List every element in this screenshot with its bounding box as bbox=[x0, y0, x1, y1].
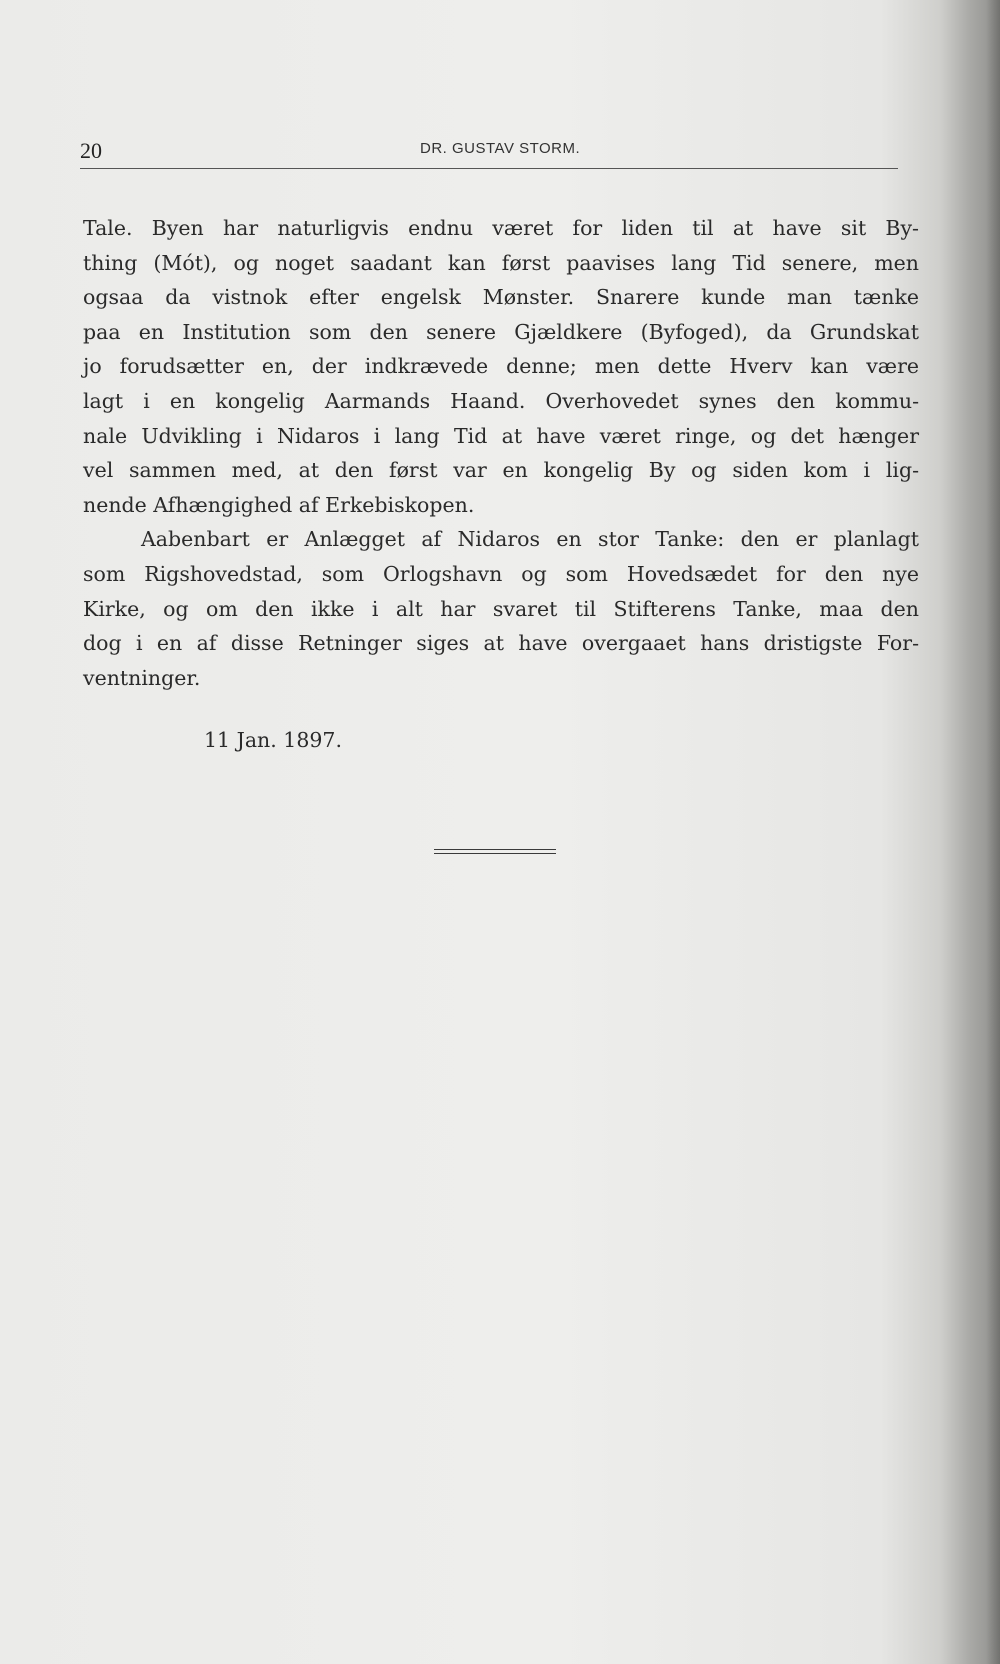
closing-rule bbox=[434, 849, 556, 850]
text-line: nale Udvikling i Nidaros i lang Tid at have været ringe, og det hænger bbox=[83, 423, 919, 448]
text-line: paa en Institution som den senere Gjældkere (Byfoged), da Grundskat bbox=[83, 319, 919, 344]
text-line: thing (Mót), og noget saadant kan først paavises lang Tid senere, men bbox=[83, 250, 919, 275]
text-line: Aabenbart er Anlægget af Nidaros en stor Tanke: den er planlagt bbox=[141, 527, 919, 552]
running-title: DR. GUSTAV STORM. bbox=[420, 140, 581, 157]
page-number: 20 bbox=[80, 138, 102, 163]
text-line: Kirke, og om den ikke i alt har svaret til Stifterens Tanke, maa den bbox=[83, 596, 919, 621]
text-line: nende Afhængighed af Erkebiskopen. bbox=[83, 492, 475, 517]
text-line: ventninger. bbox=[83, 665, 201, 690]
closing-rule bbox=[434, 853, 556, 854]
paragraph-1 bbox=[83, 211, 919, 522]
date-line: 11 Jan. 1897. bbox=[204, 728, 342, 752]
text-line: dog i en af disse Retninger siges at have overgaaet hans dristigste For- bbox=[83, 631, 919, 656]
text-line: ogsaa da vistnok efter engelsk Mønster. Snarere kunde man tænke bbox=[83, 285, 919, 310]
paragraph-2 bbox=[83, 522, 919, 695]
text-line: som Rigshovedstad, som Orlogshavn og som Hovedsædet for den nye bbox=[83, 561, 919, 586]
page-gutter-shadow bbox=[986, 0, 1000, 1664]
text-line: lagt i en kongelig Aarmands Haand. Overhovedet synes den kommu- bbox=[83, 388, 919, 413]
text-line: vel sammen med, at den først var en kongelig By og siden kom i lig- bbox=[83, 458, 919, 483]
running-head bbox=[80, 134, 900, 170]
body-text bbox=[83, 211, 919, 695]
text-line: Tale. Byen har naturligvis endnu været for liden til at have sit By- bbox=[83, 216, 919, 240]
text-line: jo forudsætter en, der indkrævede denne; men dette Hverv kan være bbox=[83, 354, 919, 379]
header-rule bbox=[80, 168, 898, 169]
